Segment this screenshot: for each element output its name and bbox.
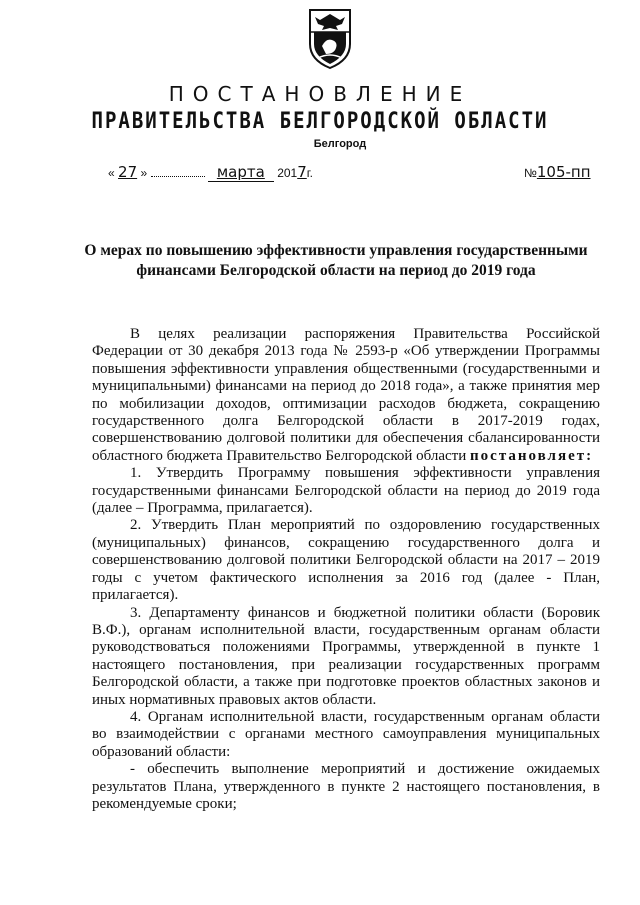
document-body — [92, 326, 600, 813]
paragraph-item-4-sub: - обеспечить выполнение мероприятий и достижение ожидаемых результатов Плана, утвержденного в пункте 2 настоящего постановления, в рекомендуемые сроки; — [92, 761, 600, 812]
paragraph-preamble — [92, 326, 600, 465]
document-title — [80, 241, 592, 281]
date-close-quote: » — [140, 166, 148, 180]
date-year-prefix: 201 — [277, 166, 298, 180]
date-day: 27 — [118, 163, 138, 181]
preamble-text: В целях реализации распоряжения Правительства Российской Федерации от 30 декабря 2013 года № 2593-р «Об утверждении Программы повышения эффективности управления общественными (государственными и муниципальными) финансами на период до 2018 года», а также принятия мер по мобилизации доходов, оптимизации расходов бюджета, сокращению государственного долга Белгородской области в 2017-2019 годах, совершенствованию долговой политики для обеспечения сбалансированности областного бюджета Правительство Белгородской области — [92, 326, 600, 464]
date-month: марта — [208, 163, 274, 182]
document-date — [108, 163, 313, 182]
issuer-name: ПРАВИТЕЛЬСТВА БЕЛГОРОДСКОЙ ОБЛАСТИ — [91, 108, 549, 134]
decree-word: постановляет: — [470, 447, 594, 464]
number-prefix: № — [524, 166, 537, 180]
date-year-digit: 7 — [297, 163, 307, 181]
city-name: Белгород — [313, 138, 367, 150]
title-line-1: О мерах по повышению эффективности управления государственными — [84, 242, 588, 259]
date-open-quote: « — [108, 166, 115, 180]
paragraph-item-1: 1. Утвердить Программу повышения эффективности управления государственными финансами Белгородской области на период до 2019 года (далее – Программа, прилагается). — [92, 465, 600, 517]
number-value: 105-пп — [536, 163, 591, 181]
date-year-suffix: г. — [306, 166, 314, 180]
coat-of-arms-icon — [308, 8, 352, 70]
date-spacer-line — [151, 166, 205, 177]
paragraph-item-2: 2. Утвердить План мероприятий по оздоровлению государственных (муниципальных) финансов, сокращению государственного долга и совершенствованию долговой политики Белгородской области на 2017 – 2019 годы с учетом фактического исполнения за 2016 год (далее - План, прилагается). — [92, 517, 600, 604]
paragraph-item-4: 4. Органам исполнительной власти, государственным органам области во взаимодействии с органами местного самоуправления муниципальных образований области: — [92, 708, 600, 760]
document-number — [524, 163, 591, 181]
document-type: ПОСТАНОВЛЕНИЕ — [168, 82, 472, 106]
paragraph-item-3: 3. Департаменту финансов и бюджетной политики области (Боровик В.Ф.), органам исполнительной власти, государственным органам области руководствоваться положениями Программы, утвержденной в пункте 1 настоящего постановления, при реализации государственных программ Белгородской области, а также при подготовке проектов областных законов и иных нормативных правовых актов области. — [92, 604, 600, 708]
title-line-2: финансами Белгородской области на период до 2019 года — [136, 262, 536, 279]
